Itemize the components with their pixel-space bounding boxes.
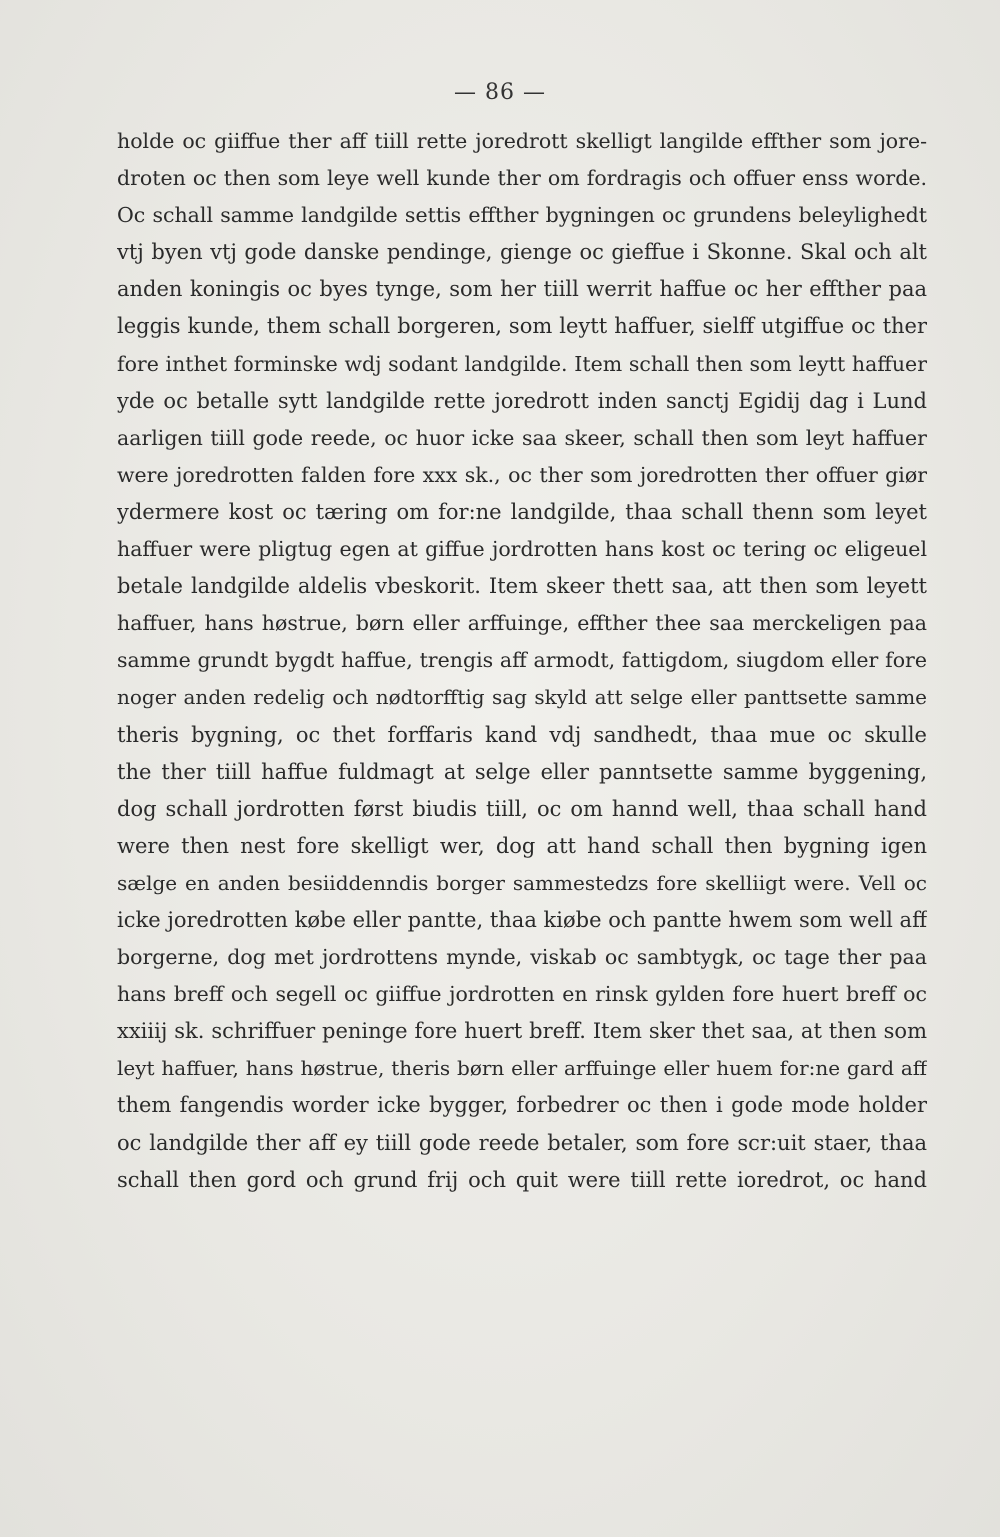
text-line: xxiiij sk. schriffuer peninge fore huert breff. Item sker thet saa, at then som (117, 1019, 927, 1044)
text-line: vtj byen vtj gode danske pendinge, gienge oc gieffue i Skonne. Skal och alt (117, 240, 927, 265)
text-line: Oc schall samme landgilde settis effther bygningen oc grundens beleylighedt (117, 203, 927, 228)
text-line: schall then gord och grund frij och quit were tiill rette ioredrot, oc hand (117, 1167, 927, 1192)
text-line: fore inthet forminske wdj sodant landgilde. Item schall then som leytt haffuer (117, 351, 927, 376)
text-line: haffuer were pligtug egen at giffue jordrotten hans kost oc tering oc eligeuel (117, 537, 927, 562)
page-number: — 86 — (454, 80, 546, 105)
text-line: were joredrotten falden fore xxx sk., oc ther som joredrotten ther offuer giør (117, 462, 927, 487)
text-line: aarligen tiill gode reede, oc huor icke saa skeer, schall then som leyt haffuer (117, 425, 927, 450)
text-line: theris bygning, oc thet forffaris kand vdj sandhedt, thaa mue oc skulle (117, 722, 927, 747)
text-line: dog schall jordrotten først biudis tiill, oc om hannd well, thaa schall hand (117, 796, 927, 821)
body-text (117, 123, 927, 1199)
text-line: leggis kunde, them schall borgeren, som leytt haffuer, sielff utgiffue oc ther (117, 314, 927, 339)
text-line: oc landgilde ther aff ey tiill gode reede betaler, som fore scr:uit staer, thaa (117, 1130, 927, 1155)
text-line: leyt haffuer, hans høstrue, theris børn eller arffuinge eller huem for:ne gard aff (117, 1056, 927, 1081)
text-line: noger anden redelig och nødtorfftig sag skyld att selge eller panttsette samme (117, 685, 927, 710)
text-line: droten oc then som leye well kunde ther om fordragis och offuer enss worde. (117, 166, 927, 191)
text-line: icke joredrotten købe eller pantte, thaa kiøbe och pantte hwem som well aff (117, 907, 927, 932)
text-line: sælge en anden besiiddenndis borger sammestedzs fore skelliigt were. Vell oc (117, 870, 927, 895)
text-line: them fangendis worder icke bygger, forbedrer oc then i gode mode holder (117, 1093, 927, 1118)
text-line: were then nest fore skelligt wer, dog att hand schall then bygning igen (117, 833, 927, 858)
text-line: betale landgilde aldelis vbeskorit. Item skeer thett saa, att then som leyett (117, 574, 927, 599)
text-line: haffuer, hans høstrue, børn eller arffuinge, effther thee saa merckeligen paa (117, 611, 927, 636)
text-line: samme grundt bygdt haffue, trengis aff armodt, fattigdom, siugdom eller fore (117, 648, 927, 673)
text-line: yde oc betalle sytt landgilde rette joredrott inden sanctj Egidij dag i Lund (117, 388, 927, 413)
text-line: the ther tiill haffue fuldmagt at selge eller panntsette samme byggening, (117, 759, 927, 784)
text-line: anden koningis oc byes tynge, som her tiill werrit haffue oc her effther paa (117, 277, 927, 302)
text-line: borgerne, dog met jordrottens mynde, viskab oc sambtygk, oc tage ther paa (117, 945, 927, 970)
text-line: ydermere kost oc tæring om for:ne landgilde, thaa schall thenn som leyet (117, 499, 927, 524)
text-line: holde oc giiffue ther aff tiill rette joredrott skelligt langilde effther som jore- (117, 129, 927, 153)
text-line: hans breff och segell oc giiffue jordrotten en rinsk gylden fore huert breff oc (117, 982, 927, 1007)
